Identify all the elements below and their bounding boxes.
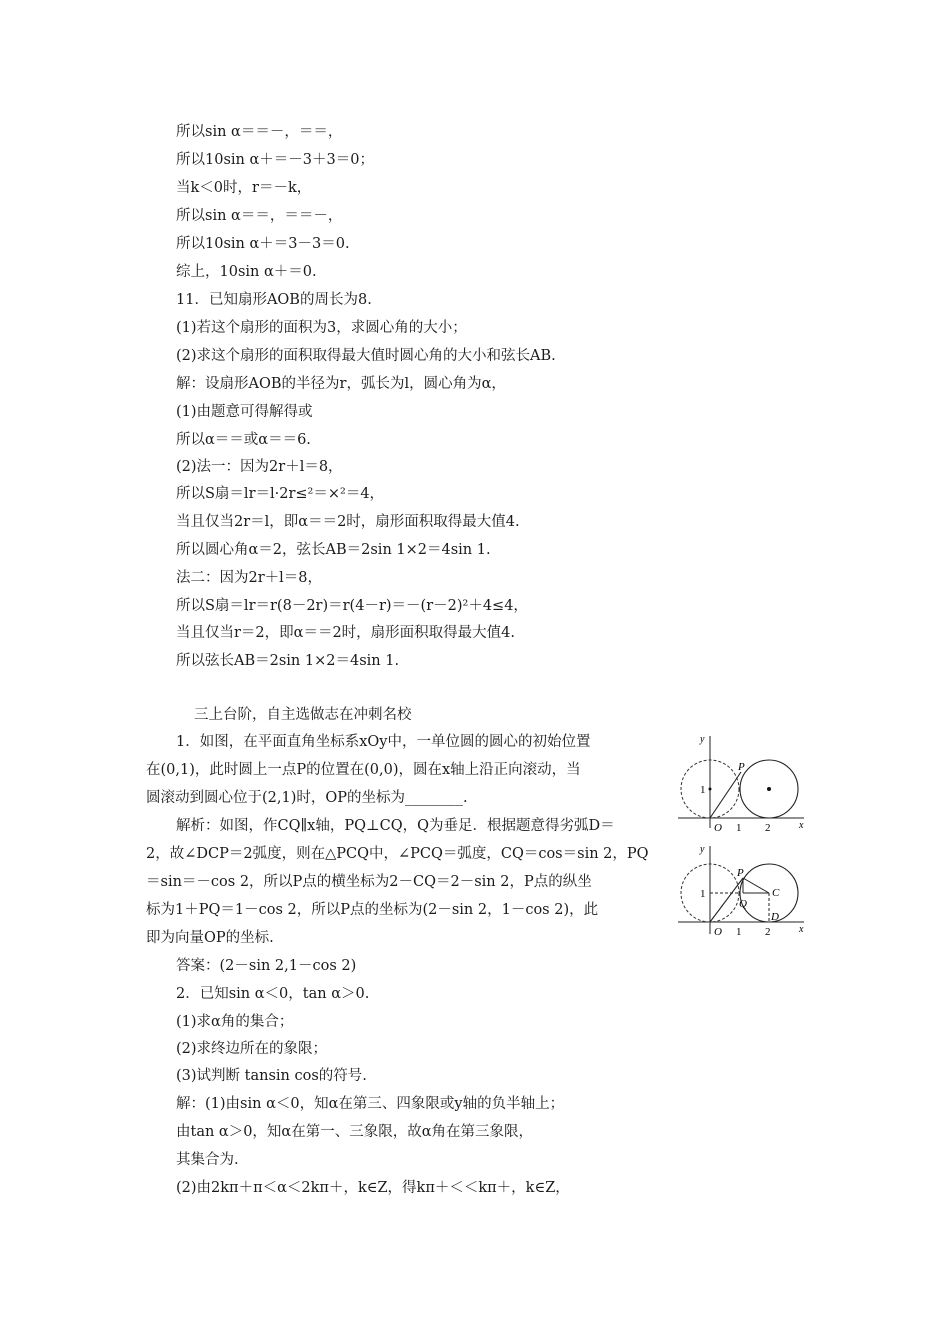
line-top-8: (2)求这个扇形的面积取得最大值时圆心角的大小和弦长AB. — [176, 348, 556, 364]
line-top-6: 11．已知扇形AOB的周长为8. — [176, 292, 372, 308]
line-top-3: 所以sin α＝＝，＝＝－， — [176, 208, 343, 224]
line-rest-2: (1)求α角的集合； — [176, 1014, 294, 1030]
line-top-2: 当k＜0时，r＝－k， — [176, 180, 312, 196]
line-top-19: 所以弦长AB＝2sin 1×2＝4sin 1. — [176, 653, 400, 669]
initial-center-dot — [709, 788, 712, 791]
line-top-0: 所以sin α＝＝－，＝＝， — [176, 124, 343, 140]
label-one-y: 1 — [700, 784, 706, 796]
figure-rolling-circle-1 — [672, 728, 812, 836]
label-one-x: 1 — [736, 926, 742, 938]
line-q1-3: 解析：如图，作CQ∥x轴，PQ⊥CQ，Q为垂足．根据题意得劣弧D＝ — [176, 818, 615, 834]
segment-op — [710, 772, 741, 818]
line-top-11: 所以α＝＝或α＝＝6. — [176, 432, 311, 448]
line-rest-4: (3)试判断 tansin cos的符号. — [176, 1068, 367, 1084]
label-d: D — [771, 911, 779, 923]
line-rest-0: 答案：(2－sin 2,1－cos 2) — [176, 958, 357, 974]
line-q1-2: 圆滚动到圆心位于(2,1)时，OP的坐标为________. — [146, 790, 468, 806]
label-one-y: 1 — [700, 888, 706, 900]
line-top-4: 所以10sin α＋＝3－3＝0. — [176, 236, 350, 252]
line-q1-5: ＝sin＝－cos 2，所以P点的横坐标为2－CQ＝2－sin 2，P点的纵坐 — [146, 874, 592, 890]
line-top-12: (2)法一：因为2r＋l＝8， — [176, 459, 343, 475]
line-rest-5: 解：(1)由sin α＜0，知α在第三、四象限或y轴的负半轴上； — [176, 1096, 565, 1112]
line-rest-7: 其集合为. — [176, 1152, 239, 1168]
line-top-1: 所以10sin α＋＝－3＋3＝0； — [176, 152, 374, 168]
line-top-13: 所以S扇＝lr＝l·2r≤²＝×²＝4， — [176, 486, 385, 502]
figure-rolling-circle-2 — [672, 840, 812, 944]
line-top-16: 法二：因为2r＋l＝8， — [176, 570, 323, 586]
label-y: y — [700, 844, 705, 855]
label-p: P — [738, 761, 745, 773]
line-rest-6: 由tan α＞0，知α在第一、三象限，故α角在第三象限， — [176, 1124, 534, 1140]
line-rest-8: (2)由2kπ＋π＜α＜2kπ＋，k∈Z，得kπ＋＜＜kπ＋，k∈Z， — [176, 1180, 570, 1196]
line-top-15: 所以圆心角α＝2，弦长AB＝2sin 1×2＝4sin 1. — [176, 542, 491, 558]
line-q1-6: 标为1＋PQ＝1－cos 2，所以P点的坐标为(2－sin 2，1－cos 2)，此 — [146, 902, 599, 918]
label-two-x: 2 — [765, 926, 771, 938]
line-top-5: 综上，10sin α＋＝0. — [176, 264, 317, 280]
line-top-18: 当且仅当r＝2，即α＝＝2时，扇形面积取得最大值4. — [176, 625, 516, 641]
label-y: y — [700, 734, 705, 745]
label-one-x: 1 — [736, 822, 742, 834]
center-dot — [767, 787, 771, 791]
line-top-9: 解：设扇形AOB的半径为r，弧长为l，圆心角为α， — [176, 376, 506, 392]
label-o: O — [714, 822, 722, 834]
line-q1-1: 在(0,1)，此时圆上一点P的位置在(0,0)，圆在x轴上沿正向滚动，当 — [146, 762, 581, 778]
line-top-7: (1)若这个扇形的面积为3，求圆心角的大小； — [176, 320, 467, 336]
line-q1-4: 2，故∠DCP＝2弧度，则在△PCQ中，∠PCQ＝弧度，CQ＝cos＝sin 2，PQ — [146, 846, 649, 862]
label-x: x — [799, 924, 804, 935]
label-o: O — [714, 926, 722, 938]
line-q1-0: 1．如图，在平面直角坐标系xOy中，一单位圆的圆心的初始位置 — [176, 734, 591, 750]
line-top-10: (1)由题意可得解得或 — [176, 404, 313, 420]
line-q1-7: 即为向量OP的坐标. — [146, 930, 274, 946]
label-c: C — [772, 887, 780, 899]
label-q: Q — [739, 898, 747, 910]
segment-cp — [743, 878, 769, 893]
label-two-x: 2 — [765, 822, 771, 834]
line-top-17: 所以S扇＝lr＝r(8－2r)＝r(4－r)＝－(r－2)²＋4≤4， — [176, 598, 528, 614]
line-rest-3: (2)求终边所在的象限； — [176, 1041, 328, 1057]
label-x: x — [799, 820, 804, 831]
label-p: P — [737, 867, 744, 879]
line-top-14: 当且仅当2r＝l，即α＝＝2时，扇形面积取得最大值4. — [176, 514, 520, 530]
section-title: 三上台阶，自主选做志在冲刺名校 — [194, 707, 412, 723]
line-rest-1: 2．已知sin α＜0，tan α＞0. — [176, 986, 370, 1002]
